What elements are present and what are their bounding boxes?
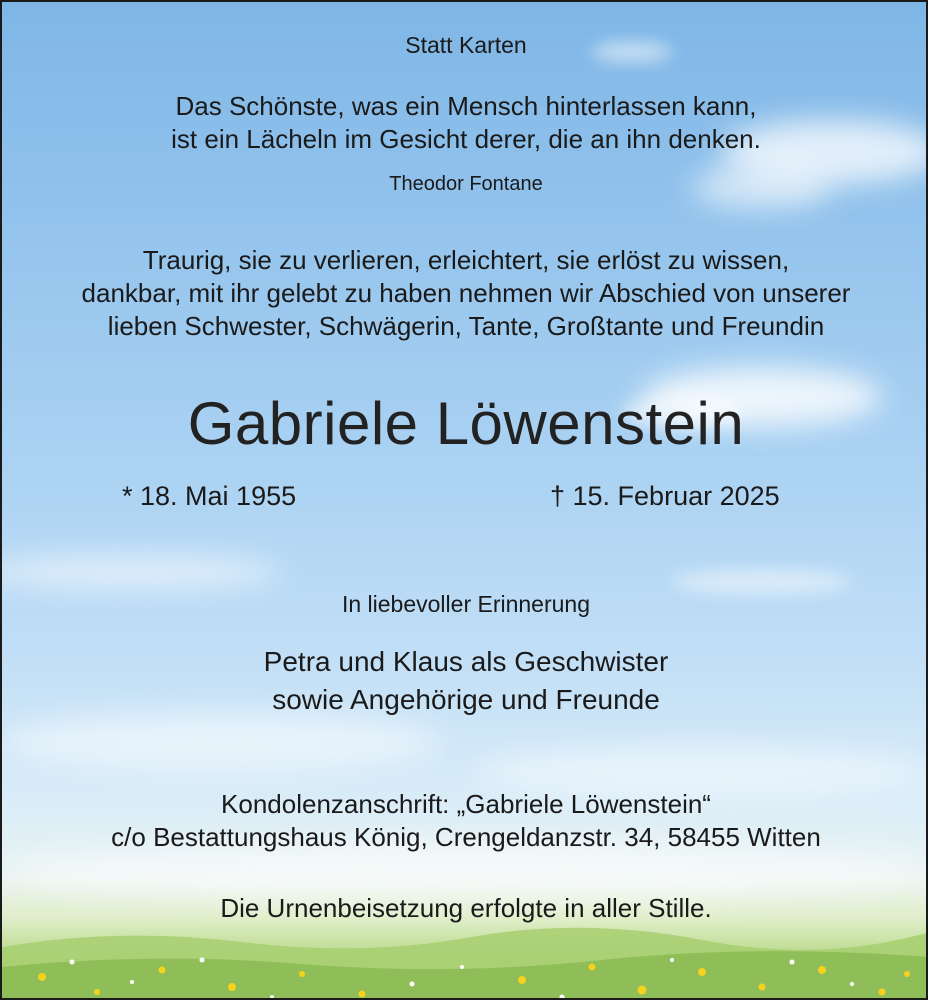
quote-line-2: ist ein Lächeln im Gesicht derer, die an ihn denken. — [171, 124, 761, 154]
birth-date: * 18. Mai 1955 — [122, 481, 297, 511]
condolence-line-1: Kondolenzanschrift: „Gabriele Löwenstein“ — [221, 789, 711, 819]
deceased-name: Gabriele Löwenstein — [187, 390, 745, 457]
mourners-line-2: sowie Angehörige und Freunde — [272, 684, 660, 715]
quote-line-1: Das Schönste, was ein Mensch hinterlassen kann, — [175, 91, 757, 121]
intro-line-3: lieben Schwester, Schwägerin, Tante, Großtante und Freundin — [107, 311, 825, 341]
quote-author: Theodor Fontane — [389, 173, 543, 195]
meadow — [2, 928, 928, 1000]
footer-line: Die Urnenbeisetzung erfolgte in aller Stille. — [220, 893, 712, 923]
intro-line-1: Traurig, sie zu verlieren, erleichtert, sie erlöst zu wissen, — [142, 245, 790, 275]
death-date: † 15. Februar 2025 — [550, 481, 780, 511]
memory-line: In liebevoller Erinnerung — [341, 591, 591, 617]
mourners-line-1: Petra und Klaus als Geschwister — [263, 646, 669, 677]
header-statt-karten: Statt Karten — [405, 32, 527, 58]
condolence-line-2: c/o Bestattungshaus König, Crengeldanzstr. 34, 58455 Witten — [111, 822, 821, 852]
intro-line-2: dankbar, mit ihr gelebt zu haben nehmen wir Abschied von unserer — [81, 278, 851, 308]
